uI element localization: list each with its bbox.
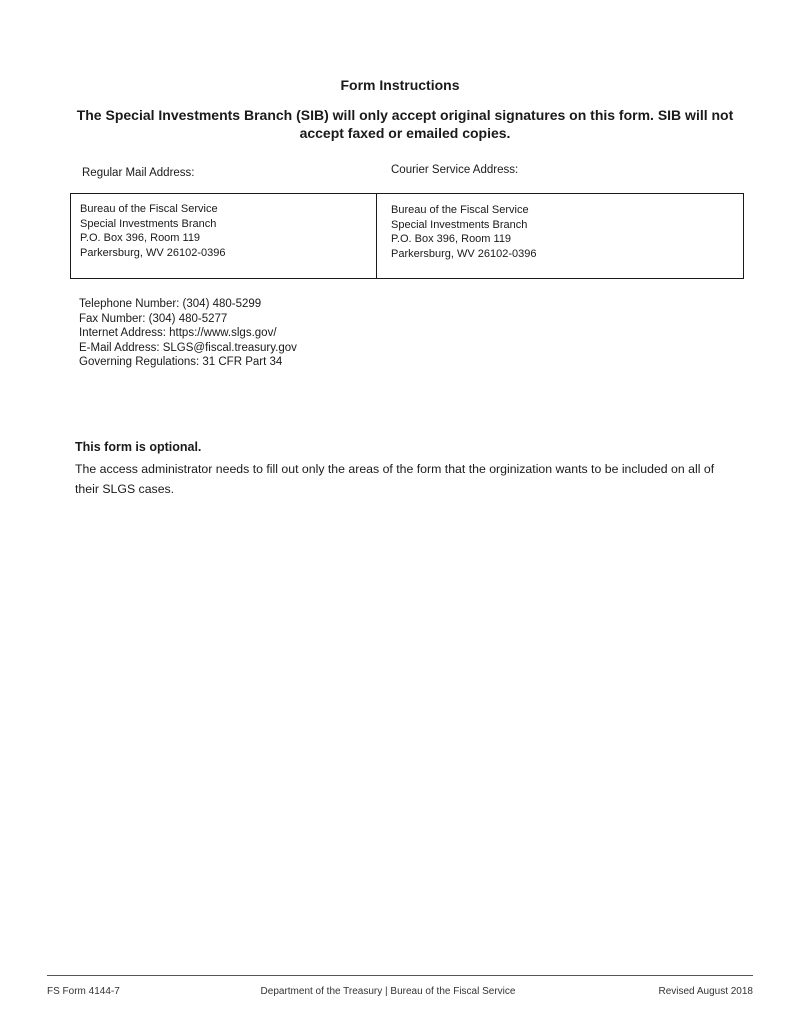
courier-address-line: Parkersburg, WV 26102-0396	[391, 247, 537, 260]
regular-address-line: Special Investments Branch	[80, 217, 217, 230]
courier-service-address	[391, 203, 537, 261]
optional-heading: This form is optional.	[75, 440, 202, 454]
regular-mail-address	[80, 202, 226, 260]
contact-info	[79, 297, 297, 370]
page-title: Form Instructions	[340, 77, 460, 93]
email-address: E-Mail Address: SLGS@fiscal.treasury.gov	[79, 341, 297, 354]
internet-address: Internet Address: https://www.slgs.gov/	[79, 327, 277, 339]
footer-department: Department of the Treasury | Bureau of the Fiscal Service	[260, 986, 516, 997]
regular-address-line: Parkersburg, WV 26102-0396	[80, 246, 226, 259]
governing-regulations: Governing Regulations: 31 CFR Part 34	[79, 356, 283, 368]
footer-revised-date: Revised August 2018	[658, 986, 753, 997]
regular-mail-label: Regular Mail Address:	[82, 167, 195, 179]
courier-service-label: Courier Service Address:	[391, 164, 519, 176]
courier-address-line: Bureau of the Fiscal Service	[391, 204, 529, 216]
courier-address-line: Special Investments Branch	[391, 218, 528, 231]
courier-address-line: P.O. Box 396, Room 119	[391, 233, 512, 245]
address-table	[70, 193, 744, 279]
fax-number: Fax Number: (304) 480-5277	[79, 312, 228, 325]
footer-divider	[47, 975, 753, 976]
optional-description: The access administrator needs to fill out only the areas of the form that the orginization wants to be included on all of their SLGS cases.	[75, 462, 715, 496]
footer-form-number: FS Form 4144-7	[47, 986, 120, 997]
telephone-number: Telephone Number: (304) 480-5299	[79, 298, 262, 310]
address-table-divider	[376, 194, 377, 278]
signature-notice: The Special Investments Branch (SIB) will only accept original signatures on this form. SIB will not accept faxed or emailed copies.	[76, 107, 734, 141]
regular-address-line: P.O. Box 396, Room 119	[80, 232, 201, 244]
regular-address-line: Bureau of the Fiscal Service	[80, 203, 218, 215]
